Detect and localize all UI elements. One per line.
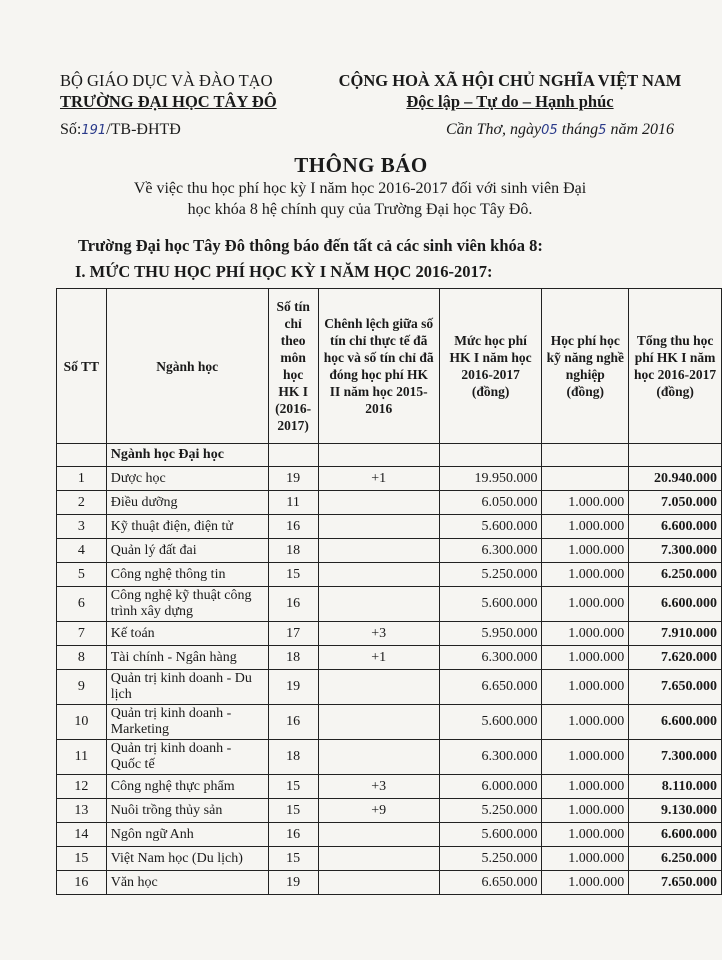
- tuition-table: [56, 288, 722, 895]
- header-total: Tổng thu học phí HK I năm học 2016-2017 (đồng): [629, 289, 722, 444]
- row-credits: 15: [268, 775, 318, 799]
- row-major: Công nghệ thực phẩm: [106, 775, 268, 799]
- header-major: Ngành học: [106, 289, 268, 444]
- row-skill-fee: 1.000.000: [542, 799, 629, 823]
- row-diff: +3: [318, 775, 439, 799]
- row-skill-fee: 1.000.000: [542, 563, 629, 587]
- row-major: Kế toán: [106, 622, 268, 646]
- row-skill-fee: 1.000.000: [542, 491, 629, 515]
- ministry-name: BỘ GIÁO DỤC VÀ ĐÀO TẠO: [60, 71, 273, 90]
- row-skill-fee: 1.000.000: [542, 670, 629, 705]
- subtitle-line-2: học khóa 8 hệ chính quy của Trường Đại học Tây Đô.: [187, 201, 533, 218]
- row-diff: +3: [318, 622, 439, 646]
- doc-number-handwritten: 191: [81, 123, 107, 138]
- row-credits: 19: [268, 871, 318, 895]
- row-credits: 18: [268, 740, 318, 775]
- row-fee: 5.600.000: [439, 705, 542, 740]
- row-major: Công nghệ thông tin: [106, 563, 268, 587]
- table-row: [57, 515, 722, 539]
- row-diff: +1: [318, 646, 439, 670]
- row-credits: 18: [268, 539, 318, 563]
- row-diff: [318, 563, 439, 587]
- row-skill-fee: 1.000.000: [542, 705, 629, 740]
- row-credits: 19: [268, 467, 318, 491]
- row-skill-fee: 1.000.000: [542, 622, 629, 646]
- row-skill-fee: 1.000.000: [542, 823, 629, 847]
- row-total: 7.650.000: [629, 871, 722, 895]
- row-major: Việt Nam học (Du lịch): [106, 847, 268, 871]
- row-diff: [318, 705, 439, 740]
- row-credits: 17: [268, 622, 318, 646]
- row-number: 6: [57, 587, 107, 622]
- row-fee: 5.250.000: [439, 799, 542, 823]
- row-diff: [318, 515, 439, 539]
- row-number: 11: [57, 740, 107, 775]
- header-fee: Mức học phí HK I năm học 2016-2017 (đồng): [439, 289, 542, 444]
- row-number: 1: [57, 467, 107, 491]
- header-credits: Số tín chỉ theo môn học HK I (2016-2017): [268, 289, 318, 444]
- row-number: 4: [57, 539, 107, 563]
- subtitle-line-1: Về việc thu học phí học kỳ I năm học 2016-2017 đối với sinh viên Đại: [133, 180, 587, 197]
- section-heading: I. MỨC THU HỌC PHÍ HỌC KỲ I NĂM HỌC 2016-2017:: [75, 262, 493, 281]
- row-fee: 5.250.000: [439, 563, 542, 587]
- header-diff: Chênh lệch giữa số tín chỉ thực tế đã học và số tín chỉ đã đóng học phí HK II năm học 2015-2016: [318, 289, 439, 444]
- row-major: Văn học: [106, 871, 268, 895]
- table-row: [57, 847, 722, 871]
- motto: Độc lập – Tự do – Hạnh phúc: [406, 92, 614, 111]
- row-fee: 6.300.000: [439, 539, 542, 563]
- row-number: 2: [57, 491, 107, 515]
- row-fee: 5.600.000: [439, 823, 542, 847]
- doc-title: THÔNG BÁO: [294, 153, 428, 177]
- header-no: Số TT: [57, 289, 107, 444]
- table-row: [57, 775, 722, 799]
- issuer-block: [60, 70, 360, 112]
- table-row: [57, 563, 722, 587]
- row-diff: [318, 491, 439, 515]
- row-skill-fee: 1.000.000: [542, 871, 629, 895]
- row-major: Quản lý đất đai: [106, 539, 268, 563]
- table-row: [57, 622, 722, 646]
- row-number: 3: [57, 515, 107, 539]
- table-row: [57, 740, 722, 775]
- row-diff: [318, 823, 439, 847]
- row-fee: 5.250.000: [439, 847, 542, 871]
- document-number: [60, 121, 181, 139]
- row-skill-fee: 1.000.000: [542, 740, 629, 775]
- row-skill-fee: 1.000.000: [542, 847, 629, 871]
- row-fee: 5.600.000: [439, 587, 542, 622]
- row-major: Dược học: [106, 467, 268, 491]
- group-row: [57, 444, 722, 467]
- row-major: Quản trị kinh doanh - Marketing: [106, 705, 268, 740]
- date-year: năm 2016: [610, 121, 674, 138]
- table-row: [57, 539, 722, 563]
- table-header-row: [57, 289, 722, 444]
- table-row: [57, 670, 722, 705]
- row-skill-fee: 1.000.000: [542, 775, 629, 799]
- doc-number-suffix: /TB-ĐHTĐ: [106, 121, 181, 138]
- row-total: 7.620.000: [629, 646, 722, 670]
- row-total: 6.250.000: [629, 847, 722, 871]
- doc-subtitle: [130, 178, 590, 220]
- row-diff: [318, 587, 439, 622]
- row-fee: 6.000.000: [439, 775, 542, 799]
- row-total: 9.130.000: [629, 799, 722, 823]
- row-fee: 6.650.000: [439, 871, 542, 895]
- row-total: 8.110.000: [629, 775, 722, 799]
- row-fee: 6.300.000: [439, 646, 542, 670]
- row-diff: [318, 847, 439, 871]
- row-skill-fee: 1.000.000: [542, 539, 629, 563]
- row-total: 7.300.000: [629, 740, 722, 775]
- row-credits: 16: [268, 823, 318, 847]
- row-number: 13: [57, 799, 107, 823]
- row-credits: 19: [268, 670, 318, 705]
- row-major: Tài chính - Ngân hàng: [106, 646, 268, 670]
- row-total: 7.300.000: [629, 539, 722, 563]
- row-total: 7.910.000: [629, 622, 722, 646]
- date-month-label: tháng: [561, 121, 599, 138]
- table-row: [57, 823, 722, 847]
- row-total: 6.600.000: [629, 823, 722, 847]
- row-credits: 11: [268, 491, 318, 515]
- row-number: 5: [57, 563, 107, 587]
- table-row: [57, 705, 722, 740]
- date-day: 05: [541, 123, 558, 138]
- row-skill-fee: 1.000.000: [542, 646, 629, 670]
- row-fee: 6.300.000: [439, 740, 542, 775]
- row-major: Quản trị kinh doanh - Du lịch: [106, 670, 268, 705]
- row-number: 15: [57, 847, 107, 871]
- row-number: 8: [57, 646, 107, 670]
- row-credits: 18: [268, 646, 318, 670]
- row-number: 16: [57, 871, 107, 895]
- row-credits: 15: [268, 563, 318, 587]
- table-row: [57, 799, 722, 823]
- row-diff: [318, 539, 439, 563]
- row-total: 6.600.000: [629, 515, 722, 539]
- table-row: [57, 871, 722, 895]
- row-skill-fee: [542, 467, 629, 491]
- row-total: 20.940.000: [629, 467, 722, 491]
- row-skill-fee: 1.000.000: [542, 515, 629, 539]
- row-fee: 6.650.000: [439, 670, 542, 705]
- row-total: 7.650.000: [629, 670, 722, 705]
- table-row: [57, 467, 722, 491]
- row-credits: 15: [268, 847, 318, 871]
- date-place: Cần Thơ, ngày: [445, 121, 542, 138]
- row-diff: [318, 871, 439, 895]
- header-skill: Học phí học kỹ năng nghề nghiệp (đồng): [542, 289, 629, 444]
- country-name: CỘNG HOÀ XÃ HỘI CHỦ NGHĨA VIỆT NAM: [338, 71, 682, 90]
- row-credits: 16: [268, 705, 318, 740]
- row-fee: 5.600.000: [439, 515, 542, 539]
- row-fee: 6.050.000: [439, 491, 542, 515]
- date-line: [446, 121, 674, 139]
- row-skill-fee: 1.000.000: [542, 587, 629, 622]
- row-diff: [318, 740, 439, 775]
- row-number: 14: [57, 823, 107, 847]
- row-credits: 15: [268, 799, 318, 823]
- row-fee: 19.950.000: [439, 467, 542, 491]
- row-total: 6.250.000: [629, 563, 722, 587]
- row-fee: 5.950.000: [439, 622, 542, 646]
- row-total: 6.600.000: [629, 705, 722, 740]
- row-diff: +9: [318, 799, 439, 823]
- table-row: [57, 587, 722, 622]
- row-total: 6.600.000: [629, 587, 722, 622]
- doc-number-prefix: Số:: [60, 121, 82, 138]
- row-major: Công nghệ kỹ thuật công trình xây dựng: [106, 587, 268, 622]
- university-name: TRƯỜNG ĐẠI HỌC TÂY ĐÔ: [60, 92, 277, 111]
- table-row: [57, 491, 722, 515]
- intro-text: Trường Đại học Tây Đô thông báo đến tất cả các sinh viên khóa 8:: [78, 236, 543, 255]
- row-number: 12: [57, 775, 107, 799]
- row-credits: 16: [268, 515, 318, 539]
- row-diff: [318, 670, 439, 705]
- row-diff: +1: [318, 467, 439, 491]
- row-major: Kỹ thuật điện, điện tử: [106, 515, 268, 539]
- row-major: Nuôi trồng thủy sản: [106, 799, 268, 823]
- row-major: Điều dưỡng: [106, 491, 268, 515]
- row-number: 9: [57, 670, 107, 705]
- row-total: 7.050.000: [629, 491, 722, 515]
- date-month: 5: [598, 123, 607, 138]
- national-motto-block: [330, 70, 690, 112]
- group-label: Ngành học Đại học: [106, 444, 268, 467]
- row-credits: 16: [268, 587, 318, 622]
- row-major: Quản trị kinh doanh - Quốc tế: [106, 740, 268, 775]
- table-row: [57, 646, 722, 670]
- row-major: Ngôn ngữ Anh: [106, 823, 268, 847]
- row-number: 10: [57, 705, 107, 740]
- row-number: 7: [57, 622, 107, 646]
